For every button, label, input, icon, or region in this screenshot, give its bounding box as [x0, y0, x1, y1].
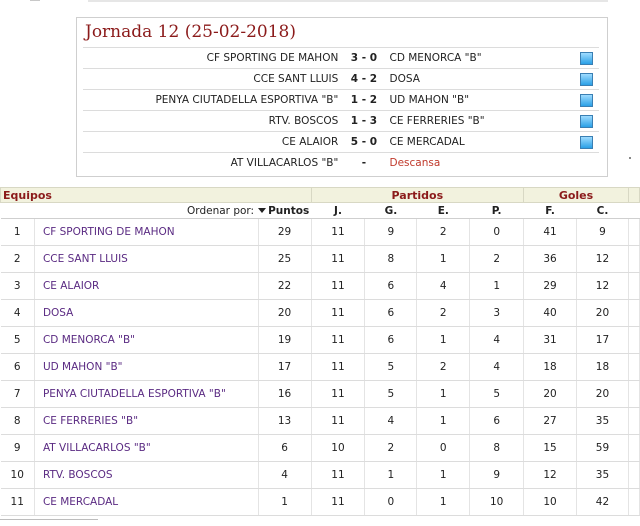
match-away-team: CE FERRERIES "B"	[383, 111, 573, 132]
match-row	[83, 69, 599, 90]
won-cell: 1	[365, 462, 417, 489]
row-spacer	[628, 327, 639, 354]
table-row	[1, 354, 640, 381]
team-name-link[interactable]: UD MAHON "B"	[34, 354, 258, 381]
position-cell: 9	[1, 435, 35, 462]
drawn-cell: 1	[417, 246, 470, 273]
played-cell: 11	[311, 273, 365, 300]
drawn-cell: 1	[417, 462, 470, 489]
col-e[interactable]: E.	[417, 203, 470, 219]
position-cell: 1	[1, 219, 35, 246]
won-cell: 6	[365, 300, 417, 327]
drawn-cell: 0	[417, 435, 470, 462]
lost-cell: 5	[470, 381, 524, 408]
goals-against-cell: 18	[577, 354, 629, 381]
row-spacer	[628, 435, 639, 462]
points-cell: 4	[258, 462, 311, 489]
table-row	[1, 219, 640, 246]
match-away-team: CD MENORCA "B"	[383, 48, 573, 69]
goals-against-cell: 59	[577, 435, 629, 462]
row-spacer	[628, 246, 639, 273]
played-cell: 10	[311, 435, 365, 462]
row-spacer	[628, 489, 639, 516]
table-row	[1, 435, 640, 462]
jornada-title: Jornada 12 (25-02-2018)	[85, 22, 296, 42]
sort-puntos-label: Puntos	[268, 204, 310, 217]
standings-subheader	[1, 203, 640, 219]
lost-cell: 1	[470, 273, 524, 300]
goals-against-cell: 20	[577, 300, 629, 327]
played-cell: 11	[311, 219, 365, 246]
match-away-team: CE MERCADAL	[383, 132, 573, 153]
subheader-spacer	[628, 203, 639, 219]
table-row	[1, 489, 640, 516]
lost-cell: 10	[470, 489, 524, 516]
lost-cell: 9	[470, 462, 524, 489]
won-cell: 5	[365, 381, 417, 408]
col-f[interactable]: F.	[524, 203, 577, 219]
match-info-icon[interactable]	[580, 94, 593, 107]
col-c[interactable]: C.	[577, 203, 629, 219]
won-cell: 6	[365, 327, 417, 354]
header-spacer	[628, 188, 639, 203]
goals-for-cell: 12	[524, 462, 577, 489]
goals-for-cell: 31	[524, 327, 577, 354]
drawn-cell: 2	[417, 300, 470, 327]
table-row	[1, 408, 640, 435]
goals-against-cell: 17	[577, 327, 629, 354]
played-cell: 11	[311, 327, 365, 354]
position-cell: 5	[1, 327, 35, 354]
team-name-link[interactable]: CF SPORTING DE MAHON	[34, 219, 258, 246]
goals-for-cell: 18	[524, 354, 577, 381]
row-spacer	[628, 408, 639, 435]
match-row	[83, 48, 599, 69]
goals-for-cell: 41	[524, 219, 577, 246]
drawn-cell: 2	[417, 354, 470, 381]
goals-against-cell: 12	[577, 246, 629, 273]
match-info-icon[interactable]	[580, 52, 593, 65]
points-cell: 25	[258, 246, 311, 273]
played-cell: 11	[311, 381, 365, 408]
drawn-cell: 1	[417, 489, 470, 516]
team-name-link[interactable]: CE FERRERIES "B"	[34, 408, 258, 435]
played-cell: 11	[311, 246, 365, 273]
col-g[interactable]: G.	[365, 203, 417, 219]
match-home-team: CF SPORTING DE MAHON	[83, 48, 344, 69]
drawn-cell: 1	[417, 327, 470, 354]
won-cell: 6	[365, 273, 417, 300]
points-cell: 13	[258, 408, 311, 435]
position-cell: 2	[1, 246, 35, 273]
match-home-team: AT VILLACARLOS "B"	[83, 153, 344, 174]
played-cell: 11	[311, 354, 365, 381]
goals-for-cell: 27	[524, 408, 577, 435]
match-home-team: RTV. BOSCOS	[83, 111, 344, 132]
row-spacer	[628, 273, 639, 300]
team-name-link[interactable]: CD MENORCA "B"	[34, 327, 258, 354]
match-home-team: CCE SANT LLUIS	[83, 69, 344, 90]
table-row	[1, 381, 640, 408]
matches-table	[83, 47, 599, 173]
match-score: -	[344, 153, 383, 174]
goals-for-cell: 40	[524, 300, 577, 327]
played-cell: 11	[311, 462, 365, 489]
goals-against-cell: 12	[577, 273, 629, 300]
match-away-team: UD MAHON "B"	[383, 90, 573, 111]
top-divider	[0, 0, 640, 1]
match-away-team: DOSA	[383, 69, 573, 90]
won-cell: 2	[365, 435, 417, 462]
position-cell: 11	[1, 489, 35, 516]
goals-for-cell: 36	[524, 246, 577, 273]
row-spacer	[628, 354, 639, 381]
match-info-icon[interactable]	[580, 73, 593, 86]
goals-against-cell: 35	[577, 408, 629, 435]
table-row	[1, 300, 640, 327]
jornada-panel	[76, 17, 608, 177]
team-name-link[interactable]: CCE SANT LLUIS	[34, 246, 258, 273]
played-cell: 11	[311, 489, 365, 516]
match-home-team: CE ALAIOR	[83, 132, 344, 153]
match-row	[83, 90, 599, 111]
goles-header: Goles	[524, 188, 629, 203]
standings-table	[0, 187, 640, 516]
points-cell: 20	[258, 300, 311, 327]
drawn-cell: 1	[417, 381, 470, 408]
match-row	[83, 111, 599, 132]
match-score: 1 - 3	[344, 111, 383, 132]
drawn-cell: 2	[417, 219, 470, 246]
position-cell: 10	[1, 462, 35, 489]
table-row	[1, 327, 640, 354]
won-cell: 0	[365, 489, 417, 516]
team-name-link[interactable]: CE MERCADAL	[34, 489, 258, 516]
goals-for-cell: 15	[524, 435, 577, 462]
col-j[interactable]: J.	[311, 203, 365, 219]
team-name-link[interactable]: RTV. BOSCOS	[34, 462, 258, 489]
lost-cell: 0	[470, 219, 524, 246]
lost-cell: 8	[470, 435, 524, 462]
goals-against-cell: 35	[577, 462, 629, 489]
standings-header	[1, 188, 640, 203]
row-spacer	[628, 300, 639, 327]
bottom-divider	[0, 516, 640, 526]
row-spacer	[628, 381, 639, 408]
position-cell: 8	[1, 408, 35, 435]
match-row	[83, 132, 599, 153]
partidos-header: Partidos	[311, 188, 524, 203]
won-cell: 4	[365, 408, 417, 435]
match-score: 1 - 2	[344, 90, 383, 111]
lost-cell: 3	[470, 300, 524, 327]
match-home-team: PENYA CIUTADELLA ESPORTIVA "B"	[83, 90, 344, 111]
points-cell: 17	[258, 354, 311, 381]
goals-for-cell: 29	[524, 273, 577, 300]
points-cell: 1	[258, 489, 311, 516]
position-cell: 7	[1, 381, 35, 408]
goals-against-cell: 20	[577, 381, 629, 408]
position-cell: 3	[1, 273, 35, 300]
scroll-marker	[629, 157, 631, 159]
won-cell: 9	[365, 219, 417, 246]
table-row	[1, 246, 640, 273]
lost-cell: 4	[470, 327, 524, 354]
order-by-label: Ordenar por:	[1, 203, 259, 219]
position-cell: 6	[1, 354, 35, 381]
points-cell: 22	[258, 273, 311, 300]
col-p[interactable]: P.	[470, 203, 524, 219]
goals-for-cell: 10	[524, 489, 577, 516]
played-cell: 11	[311, 300, 365, 327]
points-cell: 29	[258, 219, 311, 246]
table-row	[1, 273, 640, 300]
row-spacer	[628, 219, 639, 246]
table-row	[1, 462, 640, 489]
position-cell: 4	[1, 300, 35, 327]
match-info-icon[interactable]	[580, 136, 593, 149]
points-cell: 6	[258, 435, 311, 462]
match-away-team: Descansa	[383, 153, 573, 174]
match-score: 5 - 0	[344, 132, 383, 153]
equipos-header: Equipos	[1, 188, 312, 203]
row-spacer	[628, 462, 639, 489]
points-cell: 16	[258, 381, 311, 408]
goals-against-cell: 42	[577, 489, 629, 516]
match-score: 3 - 0	[344, 48, 383, 69]
drawn-cell: 1	[417, 408, 470, 435]
lost-cell: 2	[470, 246, 524, 273]
match-info-icon[interactable]	[580, 115, 593, 128]
team-name-link[interactable]: DOSA	[34, 300, 258, 327]
played-cell: 11	[311, 408, 365, 435]
lost-cell: 6	[470, 408, 524, 435]
won-cell: 8	[365, 246, 417, 273]
team-name-link[interactable]: CE ALAIOR	[34, 273, 258, 300]
goals-against-cell: 9	[577, 219, 629, 246]
goals-for-cell: 20	[524, 381, 577, 408]
points-cell: 19	[258, 327, 311, 354]
team-name-link[interactable]: AT VILLACARLOS "B"	[34, 435, 258, 462]
match-row	[83, 153, 599, 174]
drawn-cell: 4	[417, 273, 470, 300]
sort-puntos-button[interactable]	[258, 203, 311, 219]
won-cell: 5	[365, 354, 417, 381]
match-score: 4 - 2	[344, 69, 383, 90]
sort-down-icon	[258, 208, 266, 213]
lost-cell: 4	[470, 354, 524, 381]
team-name-link[interactable]: PENYA CIUTADELLA ESPORTIVA "B"	[34, 381, 258, 408]
